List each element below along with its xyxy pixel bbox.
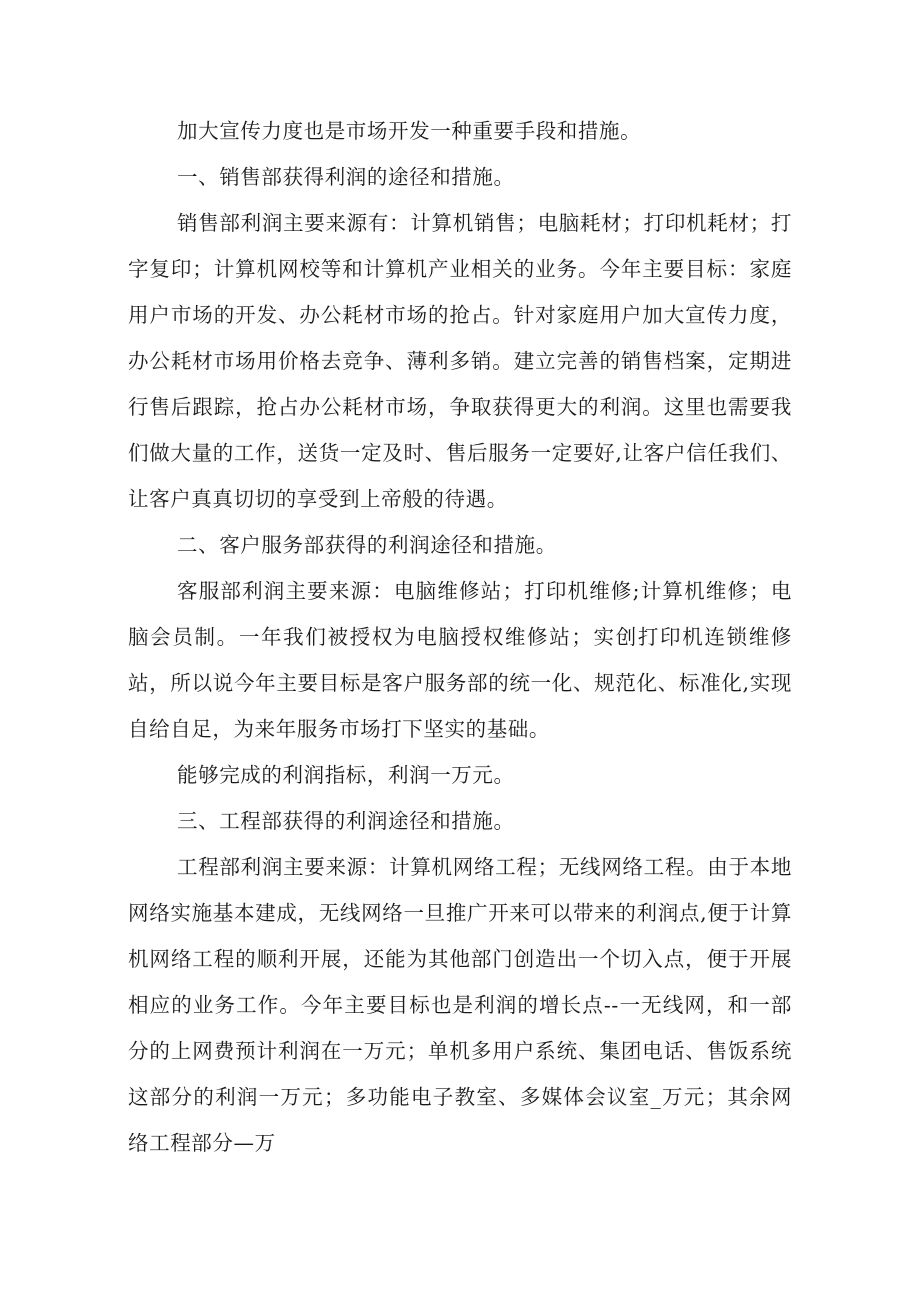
paragraph-engineering-profit: 工程部利润主要来源：计算机网络工程；无线网络工程。由于本地网络实施基本建成，无线网络一旦推广开来可以带来的利润点,便于计算机网络工程的顺利开展，还能为其他部门创造出一个切入点，便于开展相应的业务工作。今年主要目标也是利润的增长点--一无线网，和一部分的上网费预计利润在一万元；单机多用户系统、集团电话、售饭系统这部分的利润一万元；多功能电子教室、多媒体会议室_万元；其余网络工程部分—万	[128, 855, 792, 1155]
paragraph-publicity: 加大宣传力度也是市场开发一种重要手段和措施。	[177, 119, 642, 143]
paragraph-customer-service-profit: 客服部利润主要来源：电脑维修站；打印机维修;计算机维修；电脑会员制。一年我们被授权为电脑授权维修站；实创打印机连锁维修站，所以说今年主要目标是客户服务部的统一化、规范化、标准化,实现自给自足，为来年服务市场打下坚实的基础。	[128, 579, 792, 741]
document-body	[128, 108, 792, 1166]
heading-engineering-department: 三、工程部获得的利润途径和措施。	[177, 809, 515, 833]
heading-sales-department: 一、销售部获得利润的途径和措施。	[177, 165, 515, 189]
paragraph-profit-target: 能够完成的利润指标，利润一万元。	[177, 763, 515, 787]
heading-customer-service: 二、客户服务部获得的利润途径和措施。	[177, 533, 557, 557]
paragraph-sales-profit: 销售部利润主要来源有：计算机销售；电脑耗材；打印机耗材；打字复印；计算机网校等和计算机产业相关的业务。今年主要目标：家庭用户市场的开发、办公耗材市场的抢占。针对家庭用户加大宣传力度，办公耗材市场用价格去竞争、薄利多销。建立完善的销售档案，定期进行售后跟踪，抢占办公耗材市场，争取获得更大的利润。这里也需要我们做大量的工作，送货一定及时、售后服务一定要好,让客户信任我们、让客户真真切切的享受到上帝般的待遇。	[128, 211, 792, 511]
